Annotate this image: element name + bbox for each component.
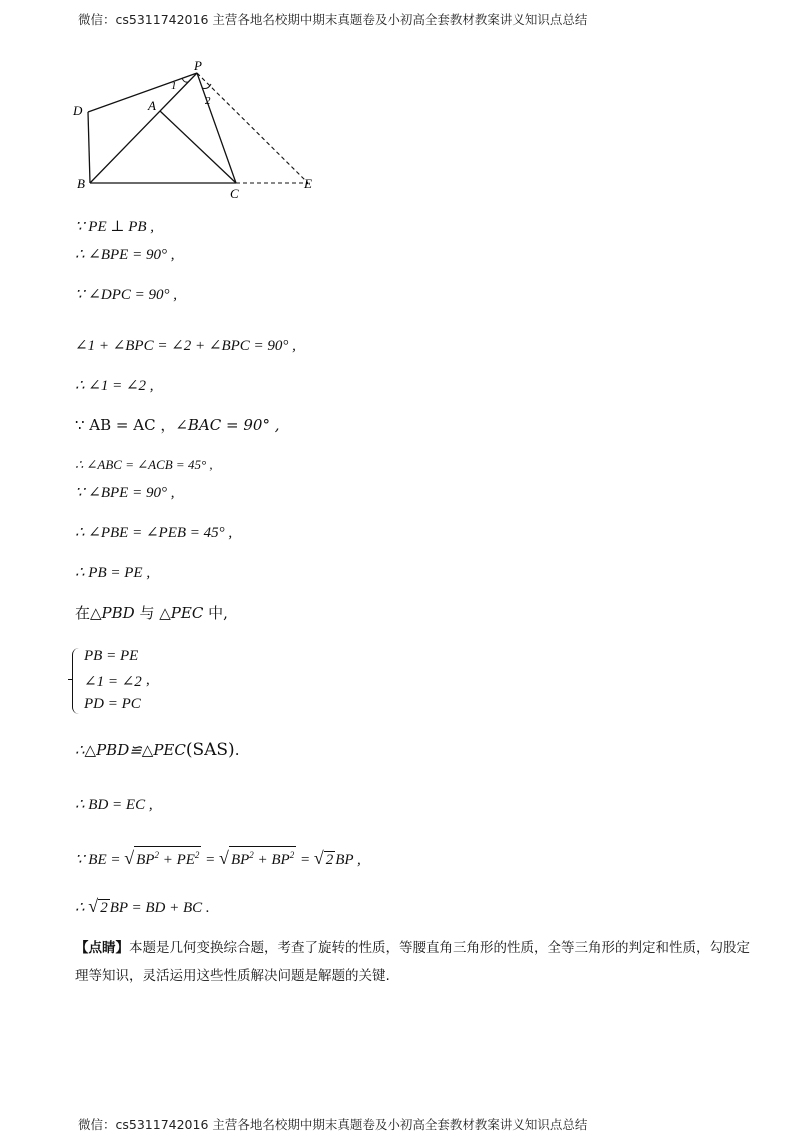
left-brace-tip (68, 679, 73, 680)
congruent-text: ∴△PBD≌△PEC (75, 741, 186, 759)
in-text: 在 (75, 604, 91, 622)
sqrt-sign-3: √ (313, 848, 324, 868)
summary-paragraph (75, 934, 755, 990)
sqrt-sign-4: √ (88, 896, 99, 916)
step-be-sqrt (75, 846, 361, 869)
ab-eq-ac-text: ∵ AB = AC ， (75, 416, 176, 434)
label-C: C (230, 186, 239, 201)
therefore: ∴ (75, 900, 89, 916)
triangle-pbd: △PBD (90, 604, 135, 622)
angle-2-arc (202, 84, 211, 89)
bp-result: BP , (335, 852, 361, 868)
step-pb-eq-pe: ∴ PB = PE , (75, 565, 151, 581)
sqrt-2-final: 2 (100, 900, 108, 916)
step-angle1-eq-angle2: ∴ ∠1 = ∠2 , (75, 378, 154, 394)
label-B: B (77, 176, 85, 191)
step-pe-perp-pb: ∵ PE ⊥ PB , (75, 219, 155, 235)
segment-PC (197, 73, 236, 183)
segment-DB (88, 112, 90, 183)
summary-text: 本题是几何变换综合题，考查了旋转的性质，等腰直角三角形的性质，全等三角形的判定和性质，勾股定理等知识，灵活运用这些性质解决问题是解题的关键. (75, 940, 750, 984)
geometry-figure (70, 52, 330, 202)
step-congruent (75, 741, 239, 759)
sas-text: (SAS) (185, 740, 235, 760)
label-angle-2: 2 (205, 95, 211, 107)
system-row-1: PB = PE (84, 648, 139, 664)
bp-square-2a: 2 (249, 850, 254, 860)
step-angle-sum: ∠1 + ∠BPC = ∠2 + ∠BPC = 90° , (75, 338, 296, 354)
label-A: A (148, 98, 156, 113)
bp-square: 2 (154, 850, 159, 860)
pe-term: + PE (158, 852, 195, 868)
angle-bac-text: ∠BAC = 90° , (175, 416, 280, 434)
step-angle-pbe-peb: ∴ ∠PBE = ∠PEB = 45° , (75, 525, 233, 541)
bp-term-2b: + BP (253, 852, 290, 868)
final-equation: BP = BD + BC . (109, 900, 210, 916)
step-bd-eq-ec: ∴ BD = EC , (75, 797, 153, 813)
summary-tag: 【点睛】 (75, 940, 129, 956)
label-P: P (194, 58, 202, 73)
label-E: E (304, 176, 312, 191)
system-row-3: PD = PC (84, 696, 141, 712)
system-row-2: ∠1 = ∠2 (84, 674, 142, 690)
sqrt-2: 2 (325, 852, 334, 868)
segment-BP (90, 73, 197, 183)
page-header: 微信：cs5311742016 主营各地名校期中期末真题卷及小初高全套教材教案讲义知识点总结 (78, 12, 588, 27)
condition-system (72, 646, 182, 718)
step-ab-eq-ac (75, 416, 280, 434)
sqrt-sign-1: √ (124, 848, 135, 868)
be-eq: ∵ BE = (75, 852, 125, 868)
system-comma: , (146, 672, 150, 688)
eq-1: = (201, 852, 220, 868)
segment-AC (160, 111, 236, 183)
left-brace (72, 648, 79, 714)
label-angle-1: 1 (171, 80, 177, 92)
step-angle-bpe: ∴ ∠BPE = 90° , (75, 247, 175, 263)
segment-DP (88, 73, 197, 112)
sqrt-term-2 (229, 846, 296, 868)
bp-square-2b: 2 (289, 850, 295, 860)
page-footer: 微信：cs5311742016 主营各地名校期中期末真题卷及小初高全套教材教案讲义知识点总结 (78, 1117, 588, 1132)
eq-2: = (296, 852, 314, 868)
label-D: D (73, 103, 83, 118)
segment-PE-dashed (197, 73, 308, 183)
pe-square: 2 (194, 850, 200, 860)
sqrt-term-1 (134, 846, 201, 868)
period: . (234, 741, 240, 759)
sqrt-sign-2: √ (219, 848, 229, 868)
and-text: 与 (134, 604, 160, 622)
bp-term: BP (136, 852, 155, 868)
step-in-triangles (75, 604, 228, 622)
middle-text: 中, (203, 604, 228, 622)
step-angle-abc-acb: ∴ ∠ABC = ∠ACB = 45° , (75, 457, 213, 472)
triangle-pec: △PEC (159, 604, 204, 622)
step-angle-dpc: ∵ ∠DPC = 90° , (75, 287, 177, 303)
bp-term-2a: BP (230, 852, 250, 868)
step-final-conclusion (75, 897, 210, 917)
step-angle-bpe-repeat: ∵ ∠BPE = 90° , (75, 485, 175, 501)
